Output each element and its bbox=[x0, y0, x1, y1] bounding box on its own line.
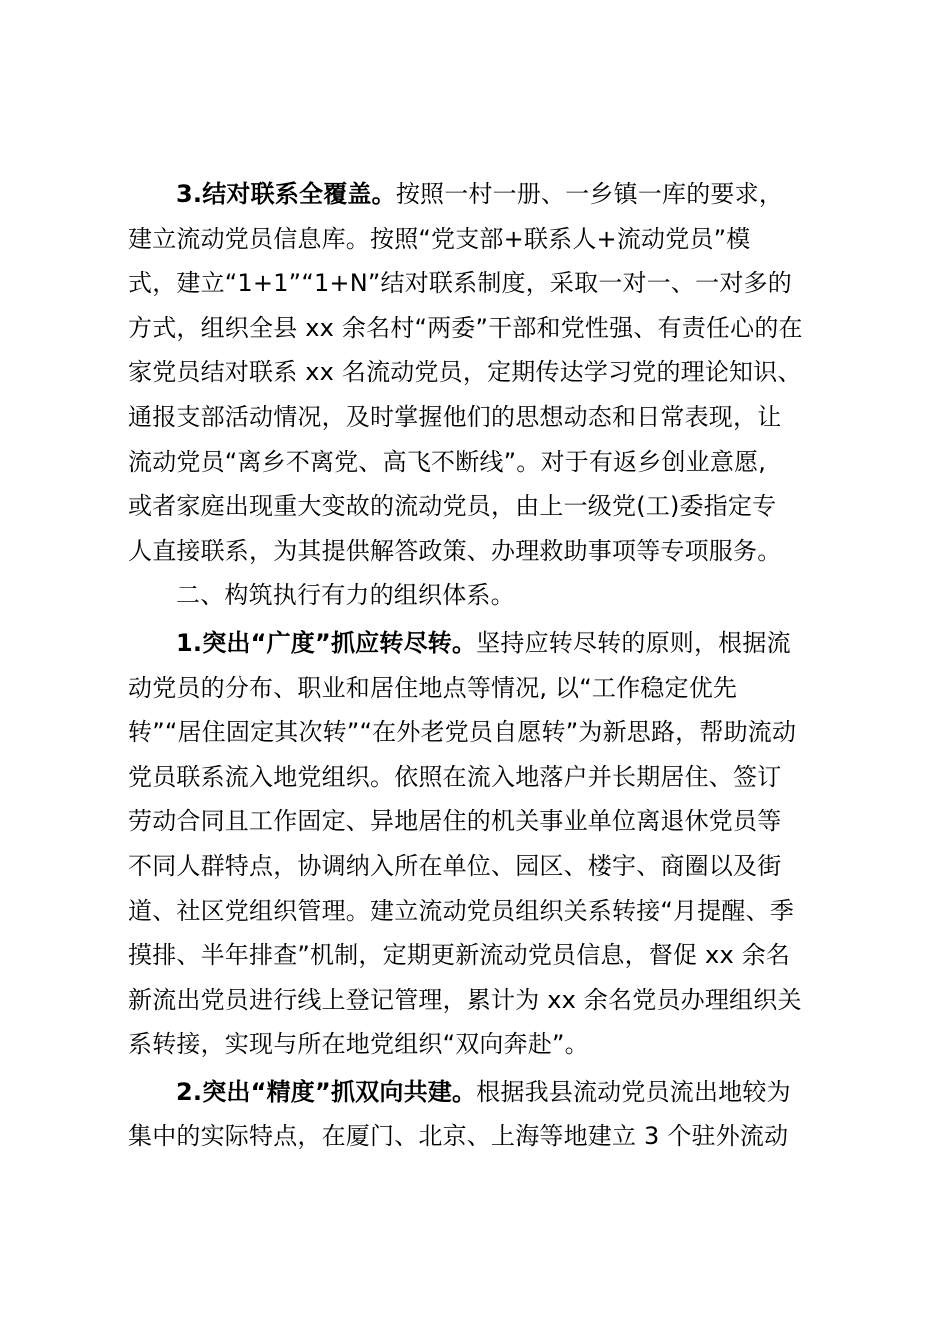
paragraph-text: 按照一村一册、一乡镇一库的要求， bbox=[395, 180, 784, 208]
paragraph-transfer bbox=[128, 621, 828, 1067]
paragraph-line: 或者家庭出现重大变故的流动党员，由上一级党(工)委指定专 bbox=[128, 492, 777, 521]
paragraph-first-line bbox=[128, 1070, 828, 1115]
paragraph-line: 系转接，实现与所在地党组织“双向奔赴”。 bbox=[128, 1030, 589, 1059]
paragraph-line: 家党员结对联系 xx 名流动党员，定期传达学习党的理论知识、 bbox=[128, 358, 802, 387]
paragraph-line: 新流出党员进行线上登记管理，累计为 xx 余名党员办理组织关 bbox=[128, 985, 802, 1014]
paragraph-lead: 1.突出“广度”抓应转尽转。 bbox=[176, 628, 477, 657]
paragraph-first-line bbox=[128, 172, 828, 217]
paragraph-line: 建立流动党员信息库。按照“党支部+联系人+流动党员”模 bbox=[128, 224, 751, 253]
paragraph-line: 式，建立“1+1”“1+N”结对联系制度，采取一对一、一对多的 bbox=[128, 269, 792, 298]
paragraph-line: 不同人群特点，协调纳入所在单位、园区、楼宇、商圈以及街 bbox=[128, 851, 782, 880]
paragraph-first-line bbox=[128, 621, 828, 666]
paragraph-text: 坚持应转尽转的原则，根据流 bbox=[476, 628, 791, 657]
document-body bbox=[128, 172, 828, 1159]
paragraph-line: 劳动合同且工作固定、异地居住的机关事业单位离退休党员等 bbox=[128, 807, 782, 836]
paragraph-pairing-contact bbox=[128, 172, 828, 573]
paragraph-co-building bbox=[128, 1070, 828, 1159]
paragraph-lead: 2.突出“精度”抓双向共建。 bbox=[176, 1077, 477, 1106]
paragraph-lead: 3.结对联系全覆盖。 bbox=[176, 180, 396, 208]
paragraph-line: 动党员的分布、职业和居住地点等情况, 以“工作稳定优先 bbox=[128, 673, 738, 702]
paragraph-line: 方式，组织全县 xx 余名村“两委”干部和党性强、有责任心的在 bbox=[128, 313, 803, 342]
paragraph-line: 转”“居住固定其次转”“在外老党员自愿转”为新思路，帮助流动 bbox=[128, 718, 797, 747]
section-heading: 二、构筑执行有力的组织体系。 bbox=[176, 581, 515, 610]
paragraph-line: 集中的实际特点，在厦门、北京、上海等地建立 3 个驻外流动 bbox=[128, 1122, 789, 1151]
paragraph-line: 摸排、半年排查”机制，定期更新流动党员信息，督促 xx 余名 bbox=[128, 941, 791, 970]
paragraph-line: 流动党员“离乡不离党、高飞不断线”。对于有返乡创业意愿, bbox=[128, 447, 767, 476]
paragraph-line: 道、社区党组织管理。建立流动党员组织关系转接“月提醒、季 bbox=[128, 896, 795, 925]
paragraph-line: 通报支部活动情况，及时掌握他们的思想动态和日常表现，让 bbox=[128, 402, 782, 431]
paragraph-text: 根据我县流动党员流出地较为 bbox=[476, 1077, 791, 1106]
paragraph-line: 党员联系流入地党组织。依照在流入地落户并长期居住、签订 bbox=[128, 762, 782, 791]
paragraph-line: 人直接联系，为其提供解答政策、办理救助事项等专项服务。 bbox=[128, 536, 782, 565]
